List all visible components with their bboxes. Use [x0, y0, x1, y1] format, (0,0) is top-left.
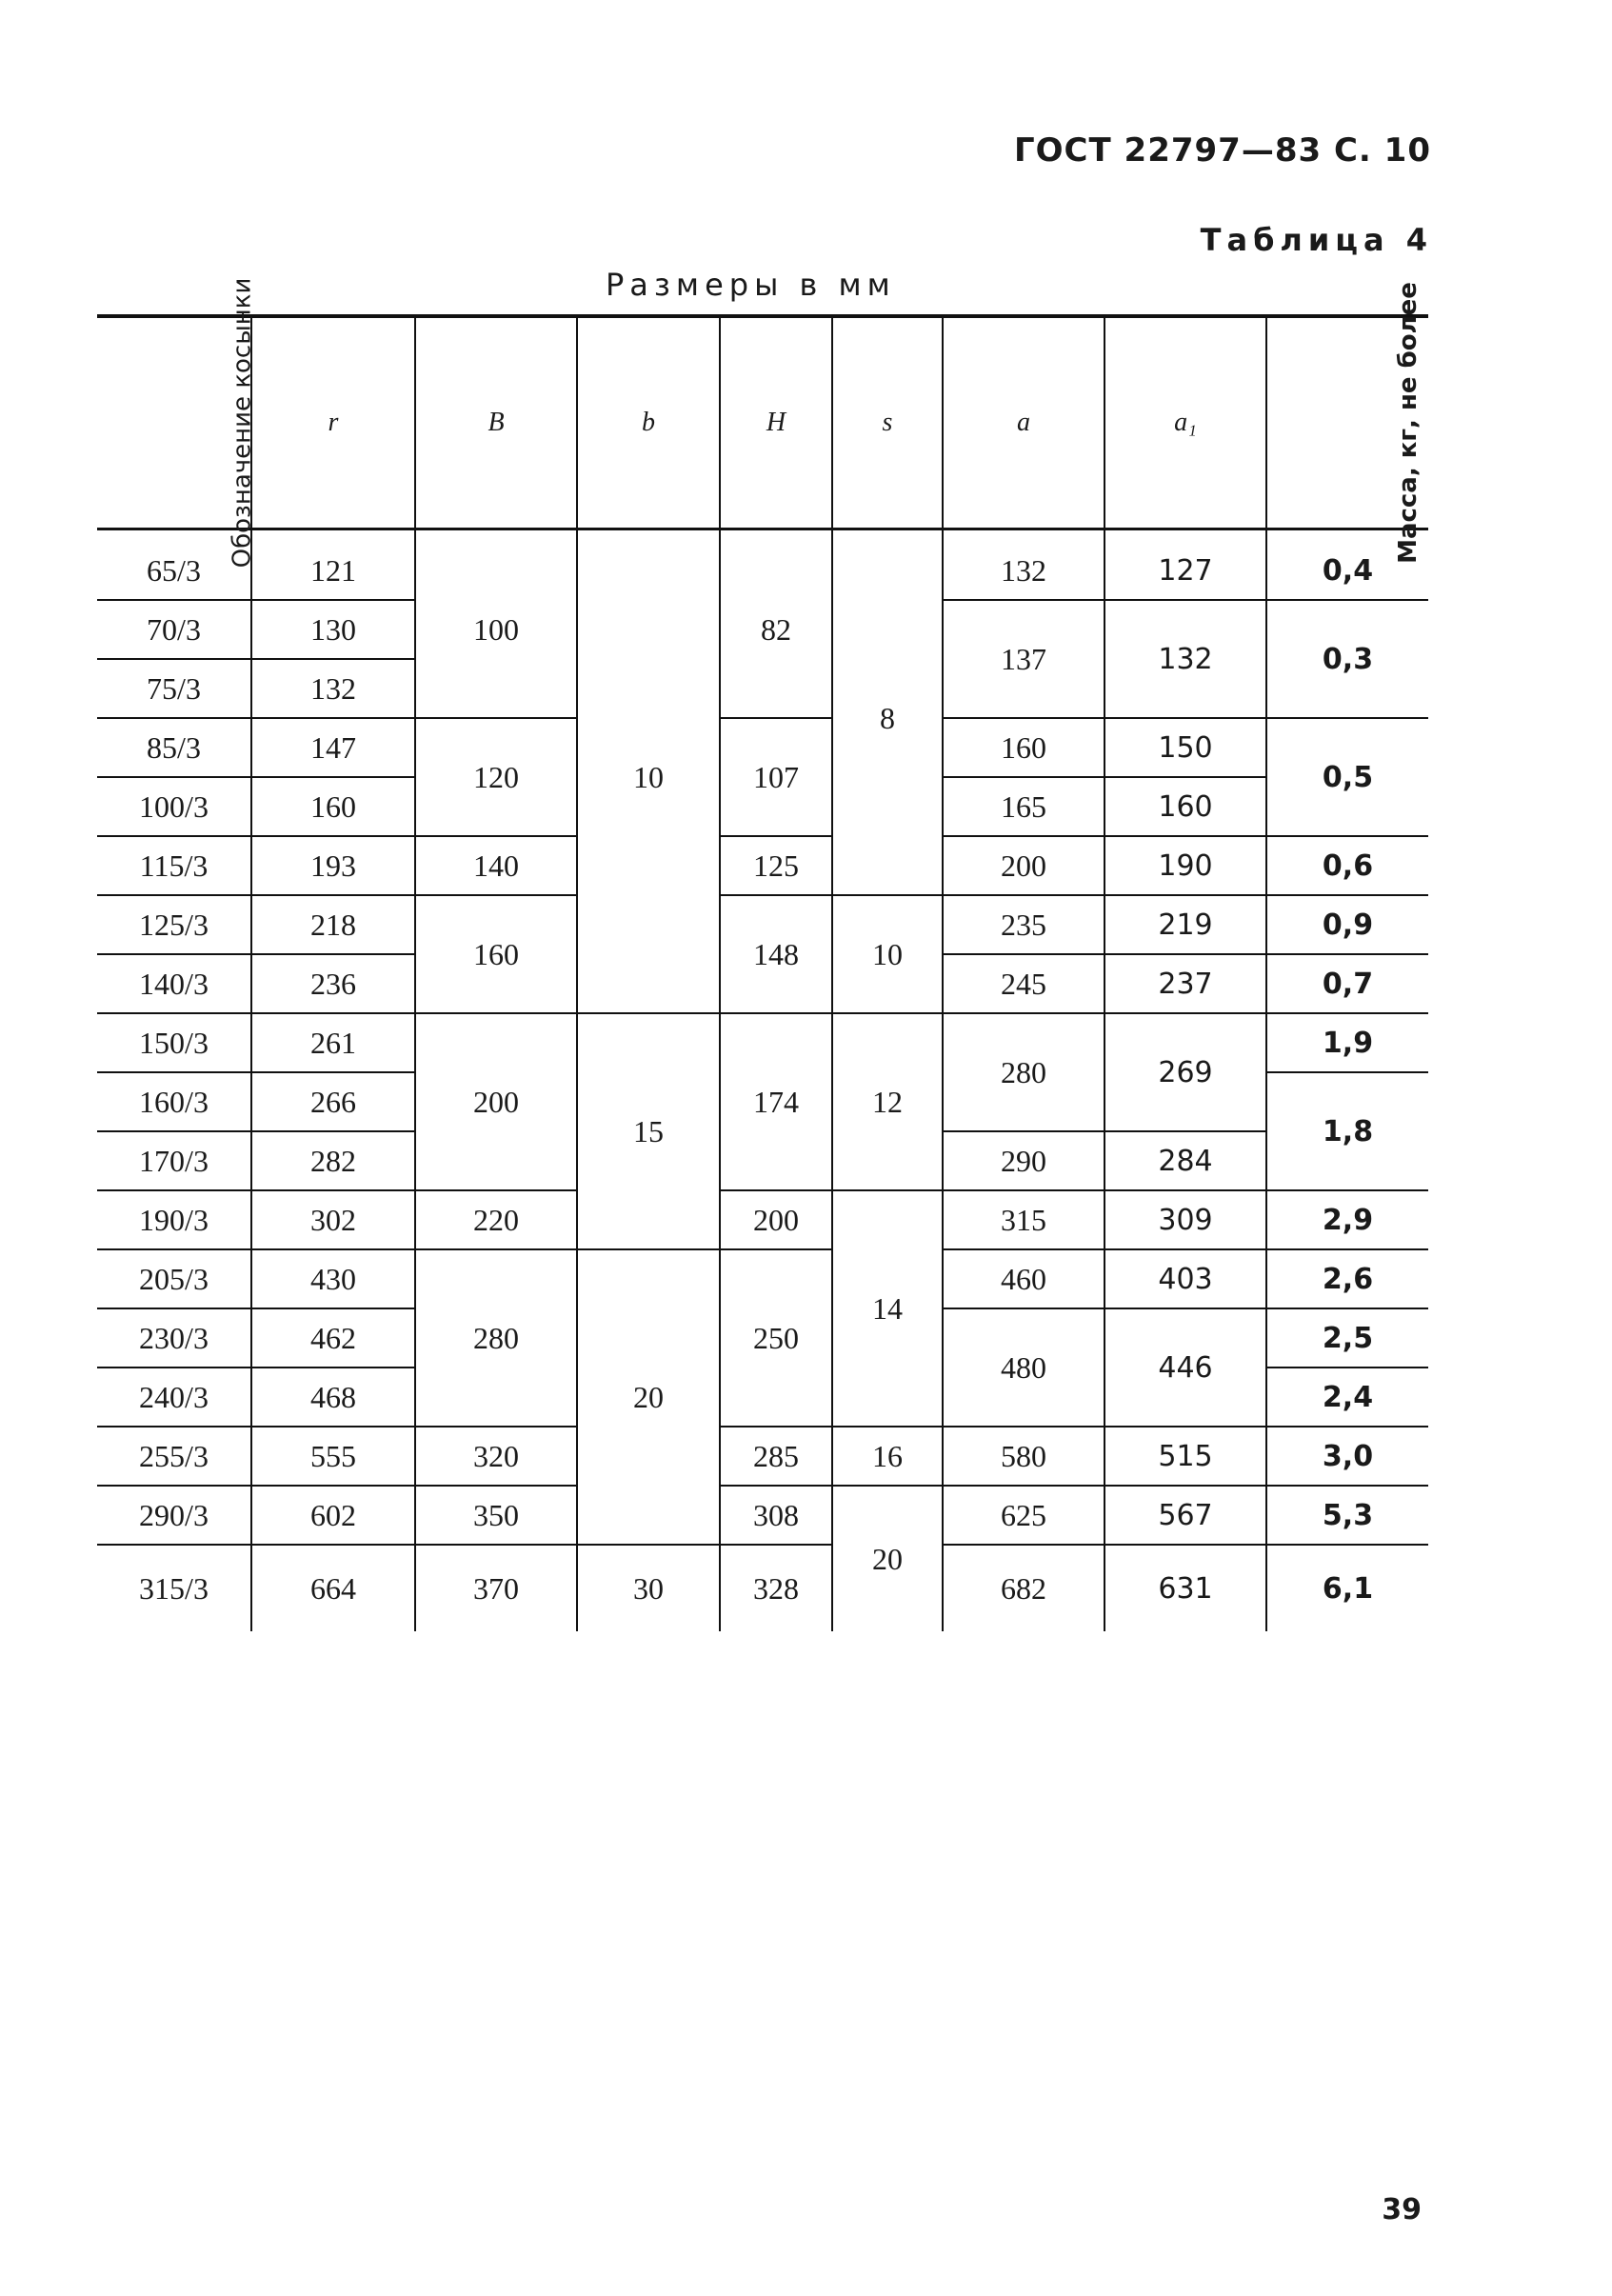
cell-s: 12: [832, 1013, 943, 1190]
cell-s: 10: [832, 895, 943, 1013]
cell-a1: 515: [1105, 1427, 1266, 1486]
column-header-b: b: [577, 316, 720, 529]
cell-designation: 115/3: [97, 836, 251, 895]
cell-mass: 2,4: [1266, 1368, 1428, 1427]
cell-mass: 0,5: [1266, 718, 1428, 836]
cell-mass: 3,0: [1266, 1427, 1428, 1486]
cell-a1: 127: [1105, 529, 1266, 601]
cell-a: 460: [943, 1249, 1105, 1308]
cell-r: 468: [251, 1368, 415, 1427]
cell-designation: 240/3: [97, 1368, 251, 1427]
cell-r: 218: [251, 895, 415, 954]
table-row: [97, 1249, 1428, 1308]
cell-a: 160: [943, 718, 1105, 777]
cell-B: 100: [415, 529, 577, 719]
cell-b: 10: [577, 529, 720, 1014]
cell-a: 290: [943, 1131, 1105, 1190]
cell-designation: 255/3: [97, 1427, 251, 1486]
cell-mass: 2,9: [1266, 1190, 1428, 1249]
units-caption: Размеры в мм: [606, 267, 896, 303]
cell-a1: 219: [1105, 895, 1266, 954]
cell-r: 130: [251, 600, 415, 659]
cell-r: 236: [251, 954, 415, 1013]
cell-mass: 0,9: [1266, 895, 1428, 954]
table-header-row: [97, 316, 1428, 529]
table-title: Таблица 4: [1200, 222, 1433, 258]
table-row: [97, 1545, 1428, 1631]
cell-r: 555: [251, 1427, 415, 1486]
cell-r: 160: [251, 777, 415, 836]
table-row: [97, 1013, 1428, 1072]
cell-designation: 75/3: [97, 659, 251, 718]
column-header-mass: [1266, 282, 1428, 564]
cell-mass: 6,1: [1266, 1545, 1428, 1631]
table-row: [97, 529, 1428, 601]
cell-H: 328: [720, 1545, 832, 1631]
cell-B: 320: [415, 1427, 577, 1486]
cell-B: 200: [415, 1013, 577, 1190]
cell-designation: 85/3: [97, 718, 251, 777]
table-row: [97, 836, 1428, 895]
cell-designation: 205/3: [97, 1249, 251, 1308]
cell-a1: 446: [1105, 1308, 1266, 1427]
cell-r: 282: [251, 1131, 415, 1190]
cell-a1: 269: [1105, 1013, 1266, 1131]
cell-a: 245: [943, 954, 1105, 1013]
cell-H: 308: [720, 1486, 832, 1545]
cell-mass: 0,3: [1266, 600, 1428, 718]
cell-designation: 315/3: [139, 1570, 209, 1606]
cell-designation: 65/3: [97, 529, 251, 601]
cell-b: 15: [577, 1013, 720, 1249]
column-header-a: a: [943, 316, 1105, 529]
cell-r: 261: [251, 1013, 415, 1072]
column-header-B: B: [415, 316, 577, 529]
cell-s: 14: [832, 1190, 943, 1427]
cell-a: 682: [943, 1545, 1105, 1631]
cell-r: 266: [251, 1072, 415, 1131]
cell-s: 8: [832, 529, 943, 896]
cell-designation: 170/3: [97, 1131, 251, 1190]
table-row: [97, 1190, 1428, 1249]
cell-a1: 132: [1105, 600, 1266, 718]
cell-mass: 0,4: [1266, 529, 1428, 601]
cell-H: 125: [720, 836, 832, 895]
column-header-designation: [97, 277, 257, 569]
standard-header: ГОСТ 22797—83 С. 10: [1013, 131, 1431, 170]
cell-a1: 150: [1105, 718, 1266, 777]
cell-a: 280: [943, 1013, 1105, 1131]
cell-r: 462: [251, 1308, 415, 1368]
cell-r: 147: [251, 718, 415, 777]
table-row: [97, 1486, 1428, 1545]
cell-r: 430: [251, 1249, 415, 1308]
cell-mass: 0,7: [1266, 954, 1428, 1013]
cell-a: 480: [943, 1308, 1105, 1427]
cell-r: 664: [251, 1545, 415, 1631]
cell-H: 107: [720, 718, 832, 836]
cell-a: 132: [943, 529, 1105, 601]
cell-a1: 631: [1105, 1545, 1266, 1631]
cell-a1: 237: [1105, 954, 1266, 1013]
cell-mass: 1,8: [1266, 1072, 1428, 1190]
cell-a1: 403: [1105, 1249, 1266, 1308]
cell-r: 302: [251, 1190, 415, 1249]
cell-b: 30: [577, 1545, 720, 1631]
column-header-mass-text: Масса, кг, не более: [1393, 282, 1423, 564]
cell-H: 174: [720, 1013, 832, 1190]
cell-r: 193: [251, 836, 415, 895]
cell-H: 285: [720, 1427, 832, 1486]
cell-B: 140: [415, 836, 577, 895]
cell-a1: 309: [1105, 1190, 1266, 1249]
cell-r: 121: [251, 529, 415, 601]
cell-designation: 230/3: [97, 1308, 251, 1368]
table-row: [97, 1427, 1428, 1486]
cell-r: 132: [251, 659, 415, 718]
cell-a: 235: [943, 895, 1105, 954]
cell-H: 82: [720, 529, 832, 719]
cell-mass: 2,6: [1266, 1249, 1428, 1308]
cell-designation: 160/3: [97, 1072, 251, 1131]
cell-B: 350: [415, 1486, 577, 1545]
column-header-designation-text: Обозначение косынки: [228, 277, 257, 569]
table-row: [97, 718, 1428, 777]
cell-B: 280: [415, 1249, 577, 1427]
cell-B: 120: [415, 718, 577, 836]
cell-B: 160: [415, 895, 577, 1013]
cell-a1: 190: [1105, 836, 1266, 895]
cell-a1: 567: [1105, 1486, 1266, 1545]
column-header-r: r: [251, 316, 415, 529]
column-header-H: H: [720, 316, 832, 529]
cell-mass: 2,5: [1266, 1308, 1428, 1368]
column-header-s: s: [832, 316, 943, 529]
cell-mass: 1,9: [1266, 1013, 1428, 1072]
cell-a: 165: [943, 777, 1105, 836]
cell-a: 625: [943, 1486, 1105, 1545]
page-number: 39: [1382, 2193, 1422, 2226]
cell-H: 148: [720, 895, 832, 1013]
cell-a1: 160: [1105, 777, 1266, 836]
cell-designation: 70/3: [97, 600, 251, 659]
cell-s: 20: [832, 1486, 943, 1631]
cell-s: 16: [832, 1427, 943, 1486]
cell-a: 315: [943, 1190, 1105, 1249]
cell-a: 200: [943, 836, 1105, 895]
cell-a: 137: [943, 600, 1105, 718]
cell-designation: 100/3: [97, 777, 251, 836]
cell-designation: 190/3: [97, 1190, 251, 1249]
cell-designation: 150/3: [97, 1013, 251, 1072]
cell-designation: 140/3: [97, 954, 251, 1013]
cell-a1: 284: [1105, 1131, 1266, 1190]
cell-designation: 290/3: [97, 1486, 251, 1545]
column-header-a1: a₁: [1105, 316, 1266, 529]
cell-a: 580: [943, 1427, 1105, 1486]
table-row: [97, 895, 1428, 954]
cell-r: 602: [251, 1486, 415, 1545]
cell-b: 20: [577, 1249, 720, 1545]
cell-H: 200: [720, 1190, 832, 1249]
cell-B: 370: [415, 1545, 577, 1631]
cell-mass: 0,6: [1266, 836, 1428, 895]
cell-mass: 5,3: [1266, 1486, 1428, 1545]
cell-H: 250: [720, 1249, 832, 1427]
cell-B: 220: [415, 1190, 577, 1249]
cell-designation: 125/3: [97, 895, 251, 954]
